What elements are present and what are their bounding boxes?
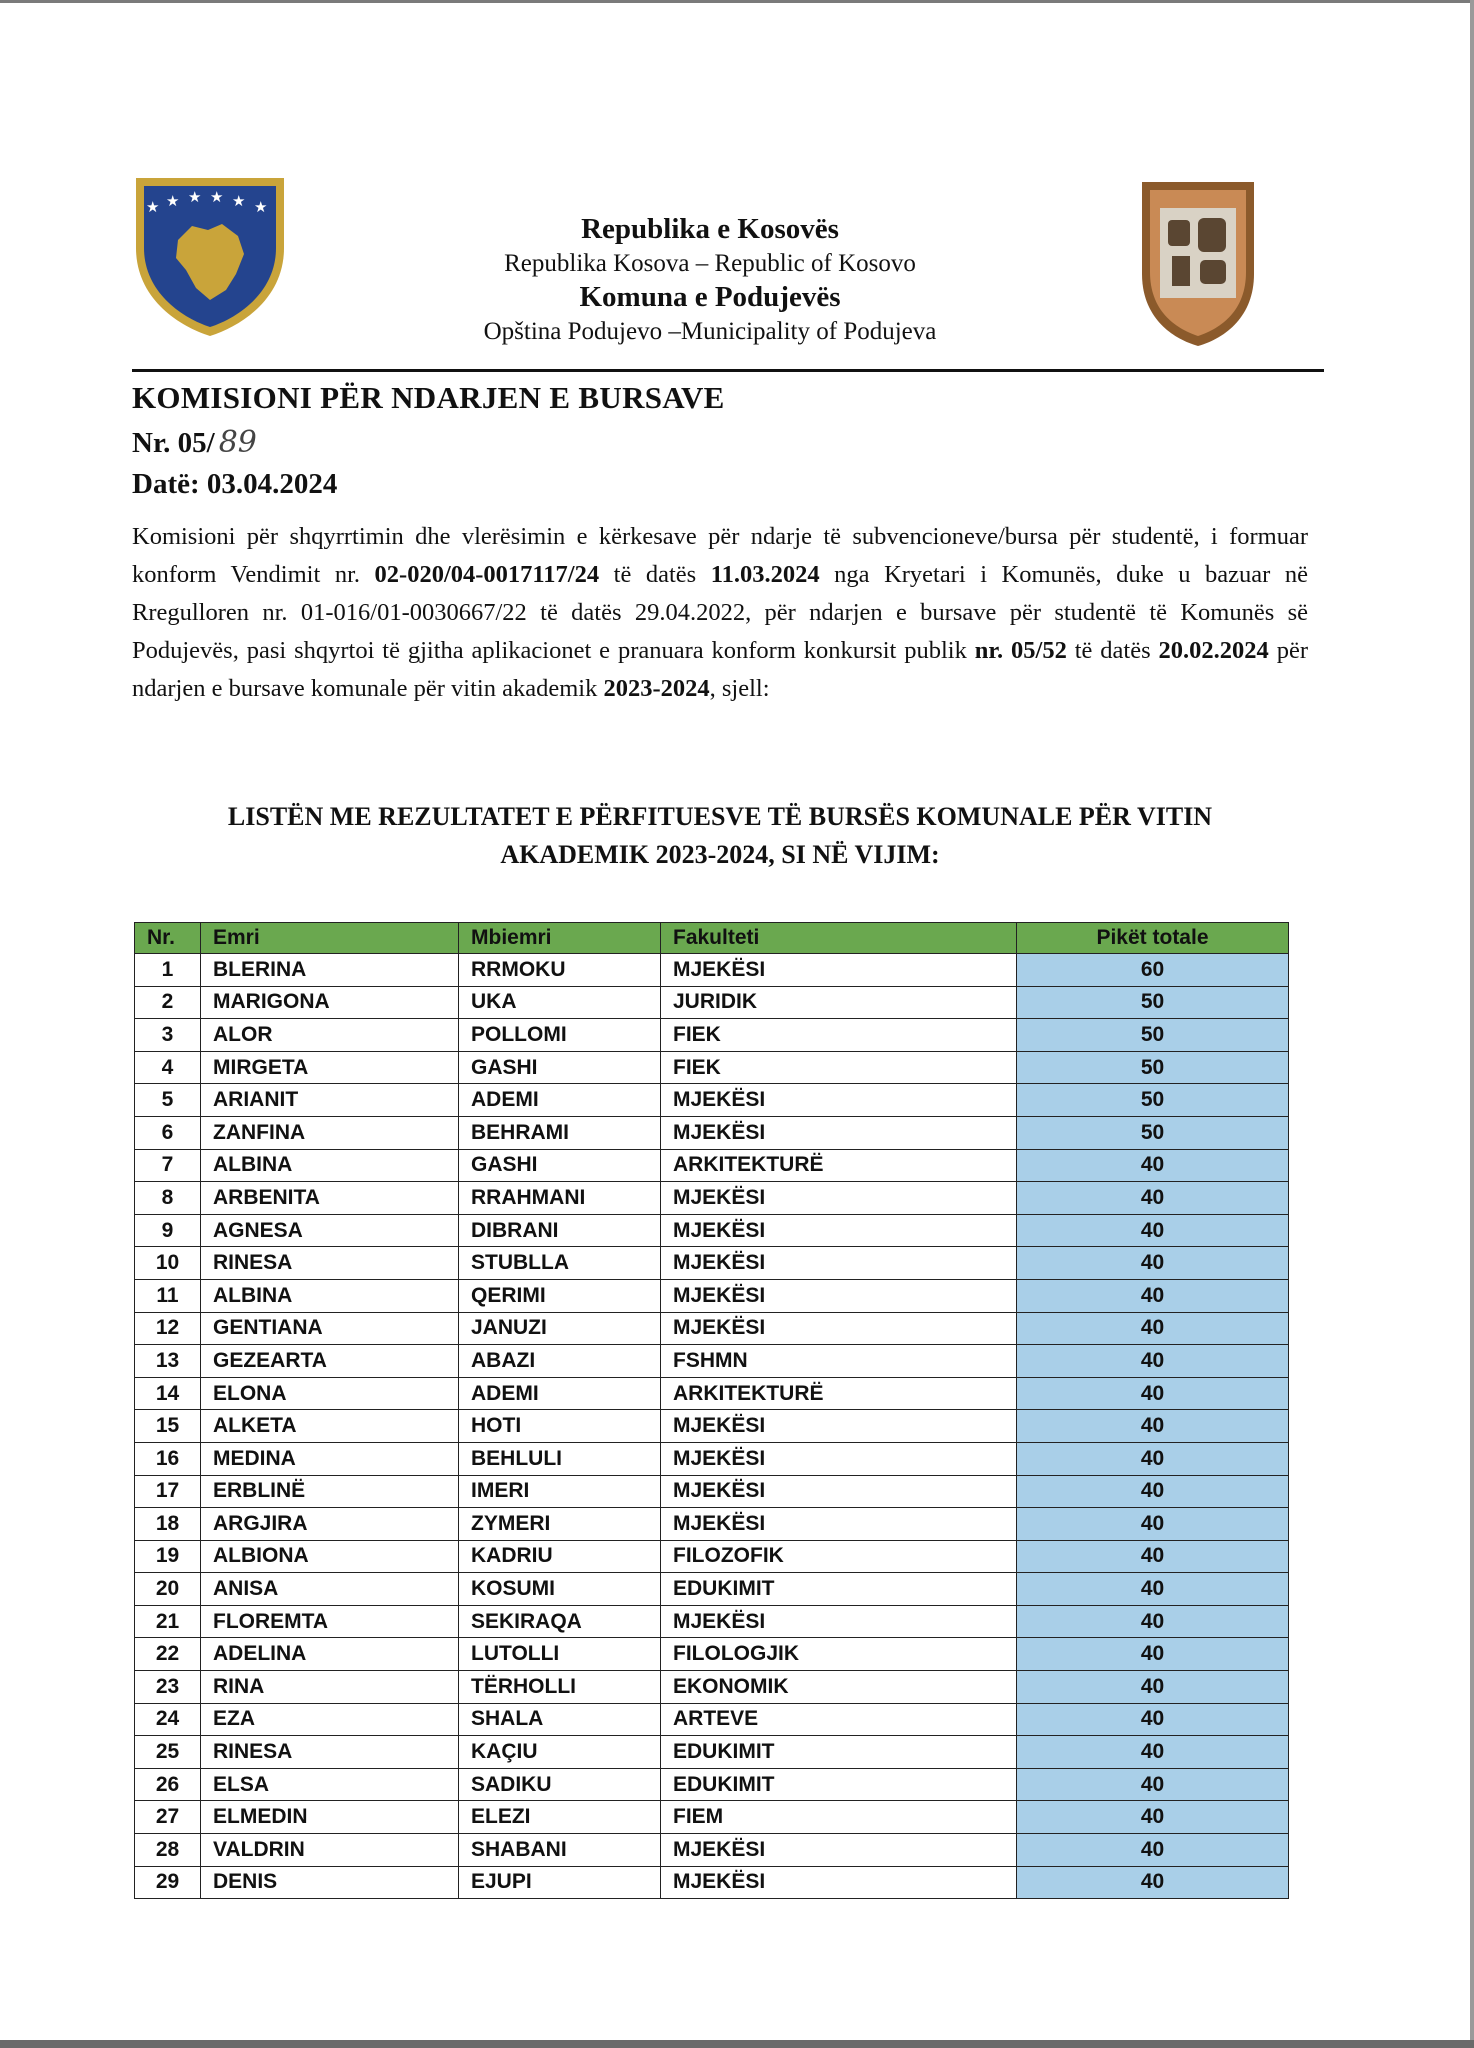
cell-fakulteti: EDUKIMIT xyxy=(661,1736,1017,1769)
cell-piket: 40 xyxy=(1017,1703,1289,1736)
cell-emri: FLOREMTA xyxy=(201,1605,459,1638)
cell-nr: 18 xyxy=(135,1508,201,1541)
intro-segment: , sjell: xyxy=(709,675,770,702)
cell-emri: RINA xyxy=(201,1671,459,1704)
cell-piket: 40 xyxy=(1017,1312,1289,1345)
podujeva-municipality-emblem-icon xyxy=(1138,178,1258,350)
cell-emri: MEDINA xyxy=(201,1442,459,1475)
intro-segment: 2023-2024 xyxy=(603,675,710,702)
cell-emri: GENTIANA xyxy=(201,1312,459,1345)
cell-nr: 20 xyxy=(135,1573,201,1606)
cell-piket: 40 xyxy=(1017,1279,1289,1312)
cell-mbiemri: KADRIU xyxy=(459,1540,661,1573)
cell-fakulteti: MJEKËSI xyxy=(661,1834,1017,1867)
cell-piket: 40 xyxy=(1017,1866,1289,1899)
cell-fakulteti: MJEKËSI xyxy=(661,954,1017,987)
cell-mbiemri: BEHRAMI xyxy=(459,1116,661,1149)
header-divider xyxy=(132,369,1324,372)
table-row xyxy=(135,1834,1289,1867)
cell-mbiemri: IMERI xyxy=(459,1475,661,1508)
cell-mbiemri: LUTOLLI xyxy=(459,1638,661,1671)
cell-piket: 40 xyxy=(1017,1736,1289,1769)
cell-fakulteti: ARTEVE xyxy=(661,1703,1017,1736)
cell-mbiemri: TËRHOLLI xyxy=(459,1671,661,1704)
intro-segment: nga Kryetari i Komunës, duke u bazuar në Rregulloren nr. 01-016/01-0030667/22 të datës 29.04.2022, për ndarjen e bursave për studentë të Komunës së Podujevës, pasi shqyrtoi të gjitha aplikacionet e pranuara konform konkursit publik xyxy=(132,561,1308,664)
table-row xyxy=(135,1768,1289,1801)
cell-emri: EZA xyxy=(201,1703,459,1736)
cell-piket: 50 xyxy=(1017,1116,1289,1149)
intro-segment: 20.02.2024 xyxy=(1158,637,1269,664)
table-row xyxy=(135,1019,1289,1052)
scholarship-results-table xyxy=(134,922,1289,1899)
table-row xyxy=(135,1638,1289,1671)
svg-text:★: ★ xyxy=(146,198,160,216)
cell-nr: 29 xyxy=(135,1866,201,1899)
scan-border-right xyxy=(1470,0,1474,2048)
kosovo-coat-of-arms-icon xyxy=(130,170,290,340)
intro-segment: për ndarjen e bursave komunale për vitin akademik xyxy=(132,637,1308,702)
cell-piket: 40 xyxy=(1017,1638,1289,1671)
cell-mbiemri: KOSUMI xyxy=(459,1573,661,1606)
cell-fakulteti: MJEKËSI xyxy=(661,1605,1017,1638)
cell-fakulteti: MJEKËSI xyxy=(661,1182,1017,1215)
cell-mbiemri: GASHI xyxy=(459,1051,661,1084)
cell-nr: 11 xyxy=(135,1279,201,1312)
table-row xyxy=(135,1377,1289,1410)
intro-segment: të datës xyxy=(599,561,711,588)
cell-fakulteti: MJEKËSI xyxy=(661,1475,1017,1508)
cell-emri: ALBINA xyxy=(201,1279,459,1312)
cell-fakulteti: FIEK xyxy=(661,1051,1017,1084)
cell-piket: 50 xyxy=(1017,986,1289,1019)
table-row xyxy=(135,1573,1289,1606)
cell-nr: 23 xyxy=(135,1671,201,1704)
cell-piket: 40 xyxy=(1017,1345,1289,1378)
cell-emri: ELSA xyxy=(201,1768,459,1801)
cell-mbiemri: QERIMI xyxy=(459,1279,661,1312)
cell-nr: 13 xyxy=(135,1345,201,1378)
cell-nr: 25 xyxy=(135,1736,201,1769)
cell-mbiemri: BEHLULI xyxy=(459,1442,661,1475)
cell-mbiemri: KAÇIU xyxy=(459,1736,661,1769)
list-title-line-2: AKADEMIK 2023-2024, SI NË VIJIM: xyxy=(500,840,940,869)
cell-fakulteti: ARKITEKTURË xyxy=(661,1377,1017,1410)
cell-emri: ALOR xyxy=(201,1019,459,1052)
cell-emri: RINESA xyxy=(201,1247,459,1280)
cell-piket: 50 xyxy=(1017,1051,1289,1084)
cell-fakulteti: FIEM xyxy=(661,1801,1017,1834)
cell-fakulteti: MJEKËSI xyxy=(661,1312,1017,1345)
cell-mbiemri: GASHI xyxy=(459,1149,661,1182)
cell-nr: 7 xyxy=(135,1149,201,1182)
municipality-title: Komuna e Podujevës xyxy=(579,281,841,313)
cell-emri: ADELINA xyxy=(201,1638,459,1671)
document-number-handwritten: 89 xyxy=(218,425,257,460)
cell-piket: 40 xyxy=(1017,1834,1289,1867)
table-row xyxy=(135,954,1289,987)
cell-fakulteti: MJEKËSI xyxy=(661,1866,1017,1899)
column-header-mbiemri: Mbiemri xyxy=(459,923,661,954)
cell-nr: 5 xyxy=(135,1084,201,1117)
cell-mbiemri: POLLOMI xyxy=(459,1019,661,1052)
cell-piket: 40 xyxy=(1017,1442,1289,1475)
svg-text:★: ★ xyxy=(188,188,202,206)
table-row xyxy=(135,1279,1289,1312)
document-date: Datë: 03.04.2024 xyxy=(132,468,338,500)
cell-mbiemri: RRMOKU xyxy=(459,954,661,987)
intro-segment: 02-020/04-0017117/24 xyxy=(374,561,600,588)
table-row xyxy=(135,1540,1289,1573)
cell-mbiemri: ZYMERI xyxy=(459,1508,661,1541)
intro-segment: të datës xyxy=(1066,637,1159,664)
table-row xyxy=(135,1116,1289,1149)
cell-fakulteti: EDUKIMIT xyxy=(661,1573,1017,1606)
cell-mbiemri: RRAHMANI xyxy=(459,1182,661,1215)
cell-piket: 40 xyxy=(1017,1605,1289,1638)
cell-mbiemri: UKA xyxy=(459,986,661,1019)
list-title-line-1: LISTËN ME REZULTATET E PËRFITUESVE TË BURSËS KOMUNALE PËR VITIN xyxy=(227,802,1213,831)
cell-fakulteti: FIEK xyxy=(661,1019,1017,1052)
table-row xyxy=(135,1214,1289,1247)
cell-emri: BLERINA xyxy=(201,954,459,987)
cell-emri: RINESA xyxy=(201,1736,459,1769)
table-row xyxy=(135,1703,1289,1736)
cell-fakulteti: MJEKËSI xyxy=(661,1116,1017,1149)
cell-emri: ZANFINA xyxy=(201,1116,459,1149)
cell-mbiemri: SADIKU xyxy=(459,1768,661,1801)
table-row xyxy=(135,1736,1289,1769)
cell-mbiemri: ELEZI xyxy=(459,1801,661,1834)
svg-text:★: ★ xyxy=(210,188,224,206)
table-row xyxy=(135,1149,1289,1182)
cell-nr: 22 xyxy=(135,1638,201,1671)
table-row xyxy=(135,1182,1289,1215)
cell-piket: 40 xyxy=(1017,1377,1289,1410)
cell-mbiemri: ABAZI xyxy=(459,1345,661,1378)
intro-segment: Komisioni për shqyrrtimin dhe vlerësimin e kërkesave për ndarje të subvencioneve/bursa për studentë, i formuar konform Vendimit nr. xyxy=(132,523,1308,588)
cell-emri: MARIGONA xyxy=(201,986,459,1019)
cell-fakulteti: MJEKËSI xyxy=(661,1410,1017,1443)
cell-piket: 40 xyxy=(1017,1149,1289,1182)
cell-mbiemri: SEKIRAQA xyxy=(459,1605,661,1638)
intro-segment: nr. 05/52 xyxy=(974,637,1067,664)
cell-fakulteti: FILOLOGJIK xyxy=(661,1638,1017,1671)
intro-paragraph xyxy=(132,518,1308,708)
cell-mbiemri: JANUZI xyxy=(459,1312,661,1345)
cell-nr: 4 xyxy=(135,1051,201,1084)
cell-nr: 15 xyxy=(135,1410,201,1443)
cell-fakulteti: MJEKËSI xyxy=(661,1442,1017,1475)
column-header-nr: Nr. xyxy=(135,923,201,954)
cell-nr: 12 xyxy=(135,1312,201,1345)
cell-nr: 17 xyxy=(135,1475,201,1508)
document-number xyxy=(132,425,257,460)
table-row xyxy=(135,1801,1289,1834)
cell-piket: 40 xyxy=(1017,1768,1289,1801)
cell-fakulteti: MJEKËSI xyxy=(661,1508,1017,1541)
svg-text:★: ★ xyxy=(166,192,180,210)
cell-nr: 16 xyxy=(135,1442,201,1475)
table-row xyxy=(135,1051,1289,1084)
cell-nr: 28 xyxy=(135,1834,201,1867)
cell-piket: 40 xyxy=(1017,1410,1289,1443)
cell-nr: 24 xyxy=(135,1703,201,1736)
cell-emri: MIRGETA xyxy=(201,1051,459,1084)
cell-piket: 40 xyxy=(1017,1671,1289,1704)
cell-emri: GEZEARTA xyxy=(201,1345,459,1378)
table-header-row xyxy=(135,923,1289,954)
cell-fakulteti: EKONOMIK xyxy=(661,1671,1017,1704)
cell-nr: 27 xyxy=(135,1801,201,1834)
cell-fakulteti: FILOZOFIK xyxy=(661,1540,1017,1573)
document-number-label: Nr. 05/ xyxy=(132,427,215,459)
cell-piket: 50 xyxy=(1017,1084,1289,1117)
column-header-piket-totale: Pikët totale xyxy=(1017,923,1289,954)
cell-fakulteti: JURIDIK xyxy=(661,986,1017,1019)
letterhead xyxy=(380,212,1040,348)
cell-mbiemri: SHALA xyxy=(459,1703,661,1736)
cell-mbiemri: SHABANI xyxy=(459,1834,661,1867)
table-row xyxy=(135,1084,1289,1117)
table-row xyxy=(135,1671,1289,1704)
cell-fakulteti: MJEKËSI xyxy=(661,1084,1017,1117)
cell-emri: ANISA xyxy=(201,1573,459,1606)
cell-mbiemri: EJUPI xyxy=(459,1866,661,1899)
municipality-subtitle: Opština Podujevo –Municipality of Podujeva xyxy=(483,318,937,345)
cell-nr: 10 xyxy=(135,1247,201,1280)
cell-emri: VALDRIN xyxy=(201,1834,459,1867)
country-title: Republika e Kosovës xyxy=(581,213,839,245)
cell-emri: ALBINA xyxy=(201,1149,459,1182)
cell-piket: 40 xyxy=(1017,1573,1289,1606)
table-row xyxy=(135,1247,1289,1280)
list-title xyxy=(132,798,1308,874)
table-row xyxy=(135,1312,1289,1345)
cell-fakulteti: FSHMN xyxy=(661,1345,1017,1378)
cell-nr: 8 xyxy=(135,1182,201,1215)
cell-emri: ALBIONA xyxy=(201,1540,459,1573)
cell-nr: 14 xyxy=(135,1377,201,1410)
cell-emri: ALKETA xyxy=(201,1410,459,1443)
cell-piket: 40 xyxy=(1017,1540,1289,1573)
cell-mbiemri: HOTI xyxy=(459,1410,661,1443)
cell-fakulteti: MJEKËSI xyxy=(661,1247,1017,1280)
cell-piket: 40 xyxy=(1017,1801,1289,1834)
cell-fakulteti: EDUKIMIT xyxy=(661,1768,1017,1801)
table-row xyxy=(135,1442,1289,1475)
cell-fakulteti: ARKITEKTURË xyxy=(661,1149,1017,1182)
cell-emri: ELMEDIN xyxy=(201,1801,459,1834)
intro-segment: 11.03.2024 xyxy=(710,561,820,588)
cell-emri: ELONA xyxy=(201,1377,459,1410)
cell-emri: ARGJIRA xyxy=(201,1508,459,1541)
cell-fakulteti: MJEKËSI xyxy=(661,1279,1017,1312)
cell-emri: ARBENITA xyxy=(201,1182,459,1215)
cell-piket: 40 xyxy=(1017,1214,1289,1247)
cell-emri: ERBLINË xyxy=(201,1475,459,1508)
scan-border-top xyxy=(0,0,1474,3)
cell-piket: 40 xyxy=(1017,1182,1289,1215)
table-row xyxy=(135,1345,1289,1378)
cell-nr: 9 xyxy=(135,1214,201,1247)
cell-emri: ARIANIT xyxy=(201,1084,459,1117)
column-header-emri: Emri xyxy=(201,923,459,954)
cell-fakulteti: MJEKËSI xyxy=(661,1214,1017,1247)
cell-piket: 40 xyxy=(1017,1508,1289,1541)
cell-emri: DENIS xyxy=(201,1866,459,1899)
cell-piket: 40 xyxy=(1017,1475,1289,1508)
cell-nr: 26 xyxy=(135,1768,201,1801)
cell-piket: 50 xyxy=(1017,1019,1289,1052)
cell-nr: 3 xyxy=(135,1019,201,1052)
column-header-fakulteti: Fakulteti xyxy=(661,923,1017,954)
svg-text:★: ★ xyxy=(232,192,246,210)
scan-border-bottom xyxy=(0,2040,1474,2048)
cell-mbiemri: DIBRANI xyxy=(459,1214,661,1247)
table-row xyxy=(135,986,1289,1019)
cell-piket: 40 xyxy=(1017,1247,1289,1280)
table-row xyxy=(135,1475,1289,1508)
cell-nr: 1 xyxy=(135,954,201,987)
cell-emri: AGNESA xyxy=(201,1214,459,1247)
cell-piket: 60 xyxy=(1017,954,1289,987)
cell-mbiemri: ADEMI xyxy=(459,1377,661,1410)
cell-nr: 2 xyxy=(135,986,201,1019)
table-row xyxy=(135,1508,1289,1541)
cell-mbiemri: ADEMI xyxy=(459,1084,661,1117)
table-row xyxy=(135,1866,1289,1899)
cell-nr: 6 xyxy=(135,1116,201,1149)
cell-nr: 21 xyxy=(135,1605,201,1638)
country-subtitle: Republika Kosova – Republic of Kosovo xyxy=(504,250,916,277)
table-row xyxy=(135,1605,1289,1638)
cell-mbiemri: STUBLLA xyxy=(459,1247,661,1280)
committee-title: KOMISIONI PËR NDARJEN E BURSAVE xyxy=(132,380,725,415)
table-row xyxy=(135,1410,1289,1443)
cell-nr: 19 xyxy=(135,1540,201,1573)
svg-text:★: ★ xyxy=(254,198,268,216)
